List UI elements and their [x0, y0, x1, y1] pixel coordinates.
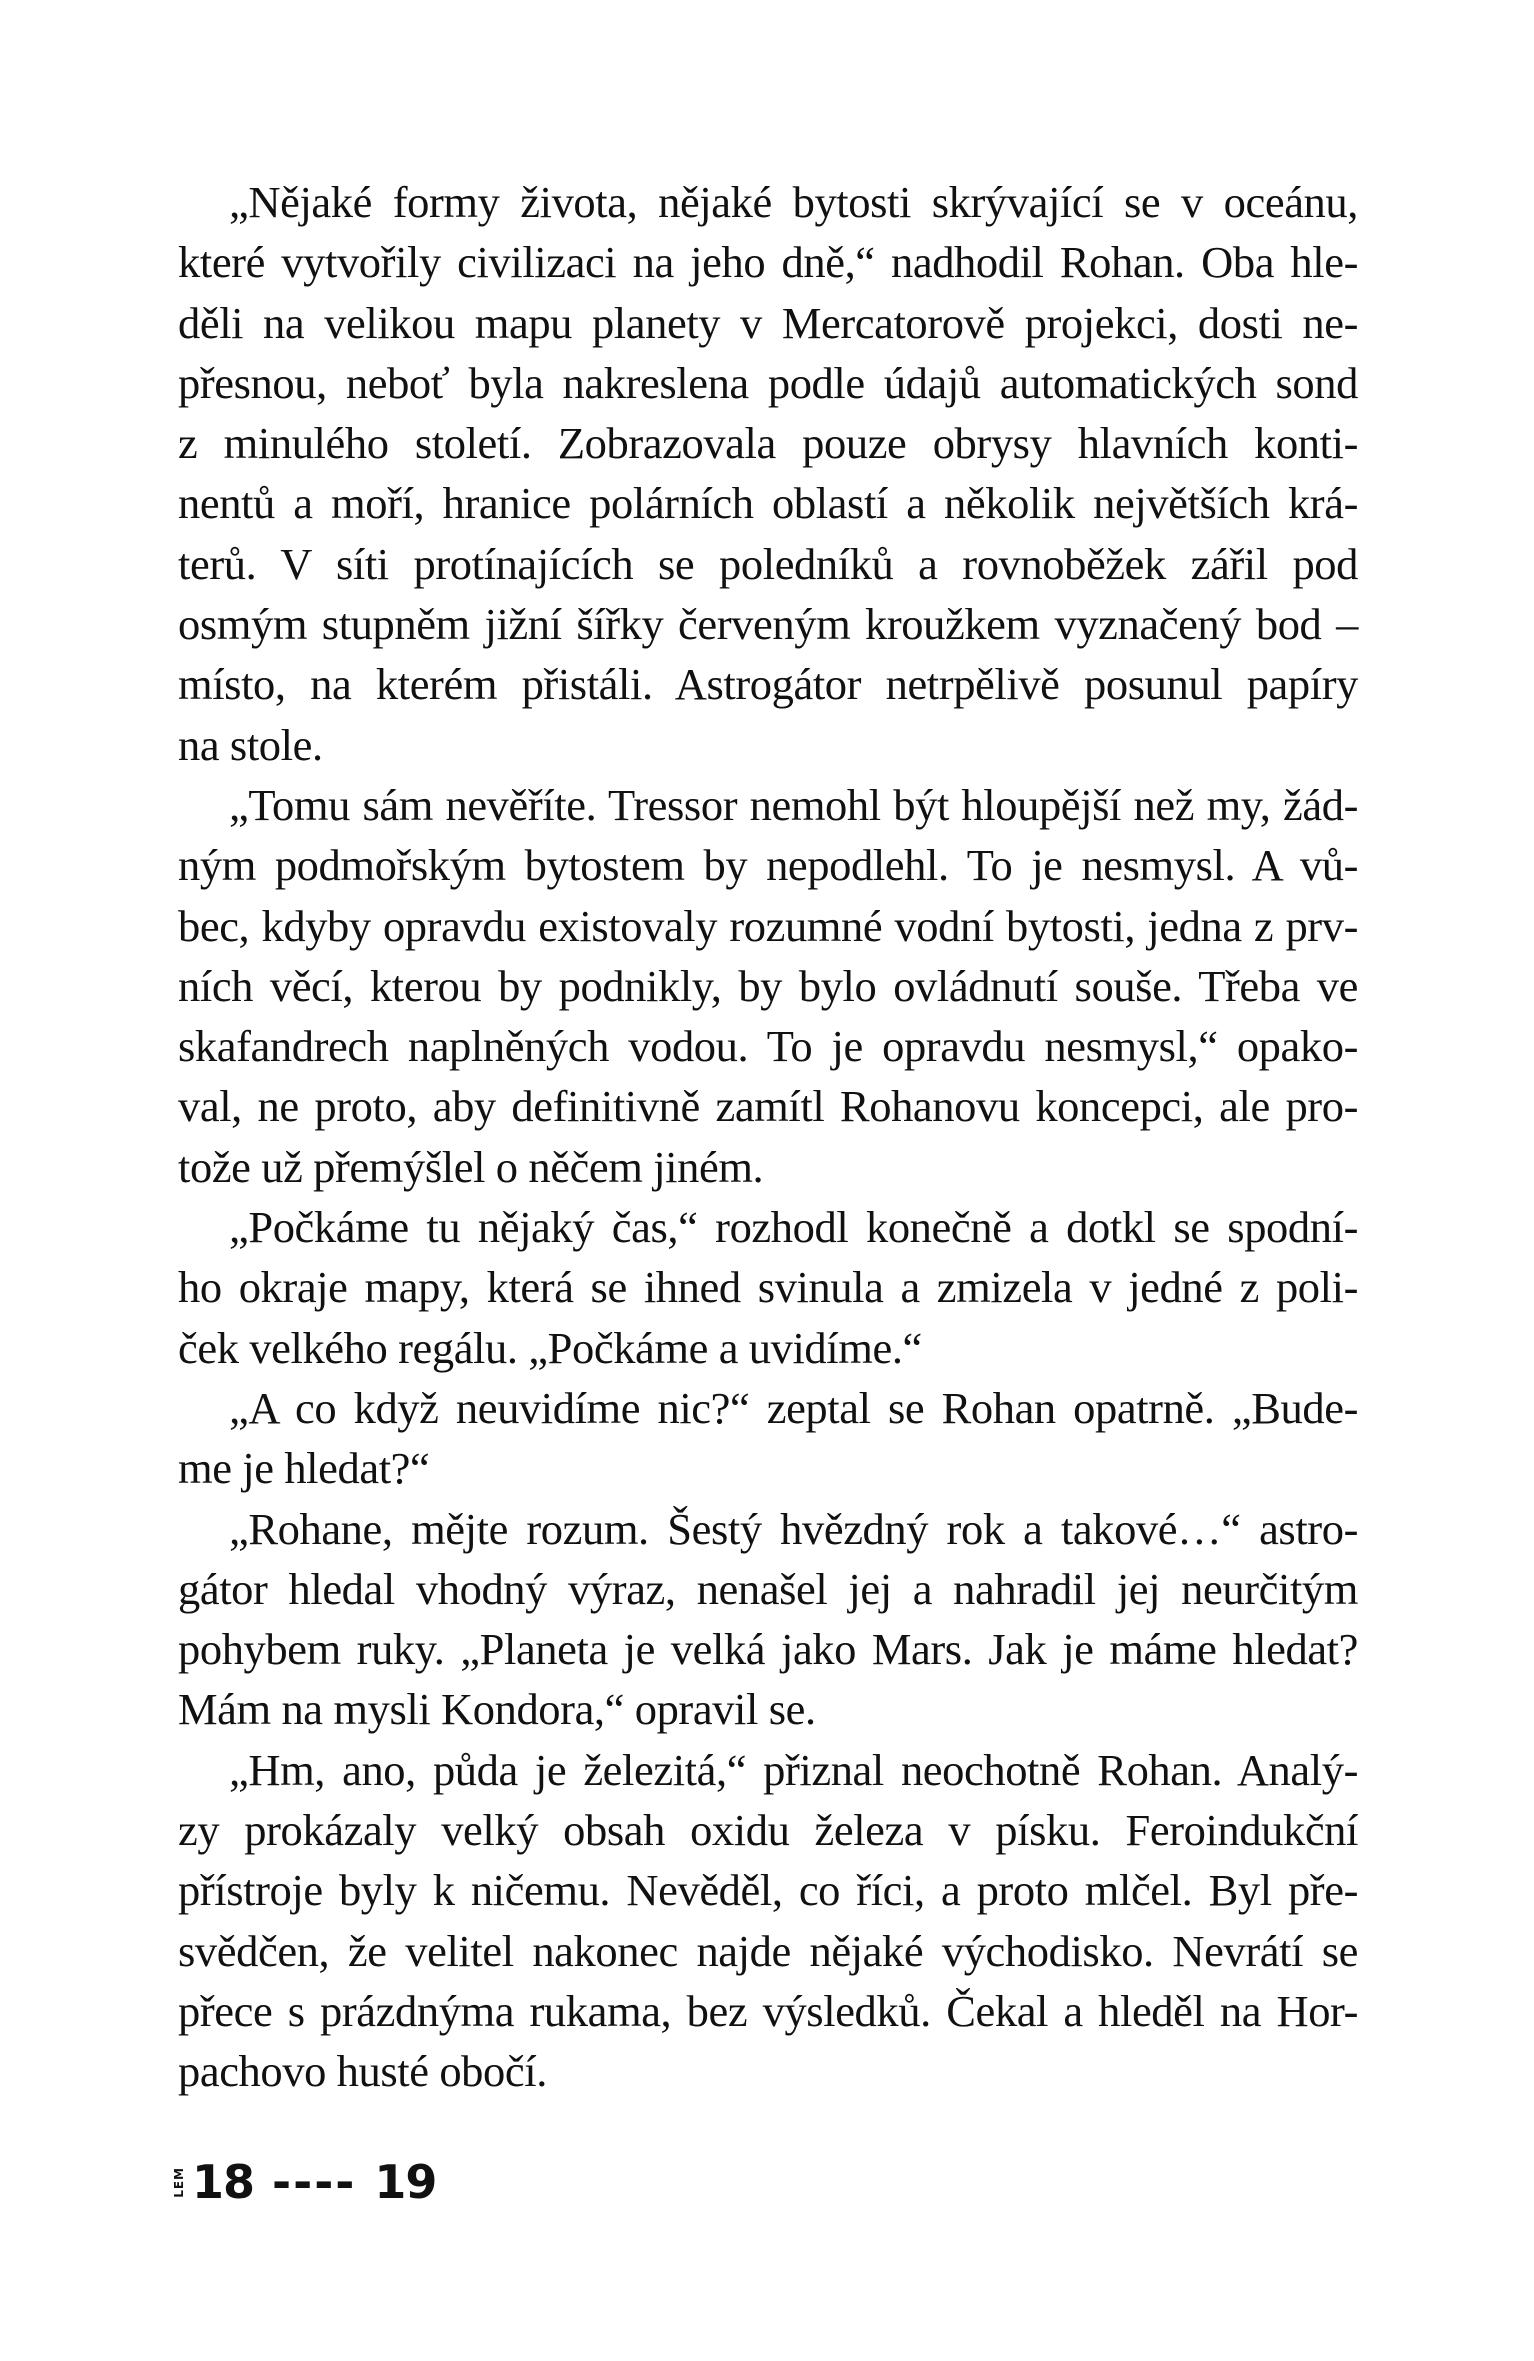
- text-line: osmým stupněm jižní šířky červeným kroužkem vyznačený bod –: [178, 599, 1358, 650]
- text-line: „Počkáme tu nějaký čas,“ rozhodl konečně a dotkl se spodní-: [229, 1202, 1358, 1253]
- text-line: přístroje byly k ničemu. Nevěděl, co říci, a proto mlčel. Byl pře-: [178, 1865, 1358, 1916]
- text-line: gátor hledal vhodný výraz, nenašel jej a nahradil jej neurčitým: [178, 1563, 1358, 1614]
- text-line: terů. V síti protínajících se poledníků a rovnoběžek zářil pod: [178, 538, 1358, 589]
- text-line: děli na velikou mapu planety v Mercatorově projekci, dosti ne-: [178, 297, 1358, 348]
- page-number: 19: [374, 2155, 437, 2209]
- text-line: z minulého století. Zobrazovala pouze obrysy hlavních konti-: [178, 418, 1358, 469]
- text-line: „Tomu sám nevěříte. Tressor nemohl být hloupější než my, žád-: [229, 779, 1358, 830]
- series-number: 18: [192, 2155, 255, 2209]
- text-line: „Rohane, mějte rozum. Šestý hvězdný rok a takové…“ astro-: [229, 1503, 1358, 1554]
- text-line: ček velkého regálu. „Počkáme a uvidíme.“: [178, 1322, 922, 1373]
- text-line: ních věcí, kterou by podnikly, by bylo ovládnutí souše. Třeba ve: [178, 960, 1358, 1011]
- text-line: nentů a moří, hranice polárních oblastí a několik největších krá-: [178, 478, 1358, 529]
- text-line: me je hledat?“: [178, 1443, 430, 1494]
- text-line: Mám na mysli Kondora,“ opravil se.: [178, 1684, 816, 1735]
- text-line: zy prokázaly velký obsah oxidu železa v písku. Feroindukční: [178, 1805, 1358, 1856]
- text-line: val, ne proto, aby definitivně zamítl Rohanovu koncepci, ale pro-: [178, 1081, 1358, 1132]
- text-line: bec, kdyby opravdu existovaly rozumné vodní bytosti, jedna z prv-: [178, 900, 1358, 951]
- text-line: „Hm, ano, půda je železitá,“ přiznal neochotně Rohan. Analý-: [229, 1744, 1358, 1795]
- series-mark: LEM: [172, 2166, 186, 2198]
- text-line: pohybem ruky. „Planeta je velká jako Mars. Jak je máme hledat?: [178, 1624, 1358, 1675]
- text-line: tože už přemýšlel o něčem jiném.: [178, 1141, 764, 1192]
- text-line: pachovo husté obočí.: [178, 2046, 547, 2097]
- page-footer: [172, 2152, 436, 2212]
- text-line: na stole.: [178, 719, 323, 770]
- text-line: svědčen, že velitel nakonec najde nějaké východisko. Nevrátí se: [178, 1925, 1358, 1976]
- text-line: přesnou, neboť byla nakreslena podle údajů automatických sond: [178, 357, 1358, 408]
- text-line: ným podmořským bytostem by nepodlehl. To je nesmysl. A vů-: [178, 840, 1358, 891]
- text-line: které vytvořily civilizaci na jeho dně,“ nadhodil Rohan. Oba hle-: [178, 237, 1358, 288]
- footer-separator: ----: [272, 2155, 357, 2209]
- text-line: přece s prázdnýma rukama, bez výsledků. Čekal a hleděl na Hor-: [178, 1985, 1358, 2036]
- text-line: skafandrech naplněných vodou. To je opravdu nesmysl,“ opako-: [178, 1021, 1358, 1072]
- text-line: „Nějaké formy života, nějaké bytosti skrývající se v oceánu,: [229, 177, 1358, 227]
- body-text: [178, 172, 1358, 2102]
- text-line: místo, na kterém přistáli. Astrogátor netrpělivě posunul papíry: [178, 659, 1358, 710]
- text-line: ho okraje mapy, která se ihned svinula a zmizela v jedné z poli-: [178, 1262, 1358, 1313]
- text-line: „A co když neuvidíme nic?“ zeptal se Rohan opatrně. „Bude-: [229, 1382, 1358, 1433]
